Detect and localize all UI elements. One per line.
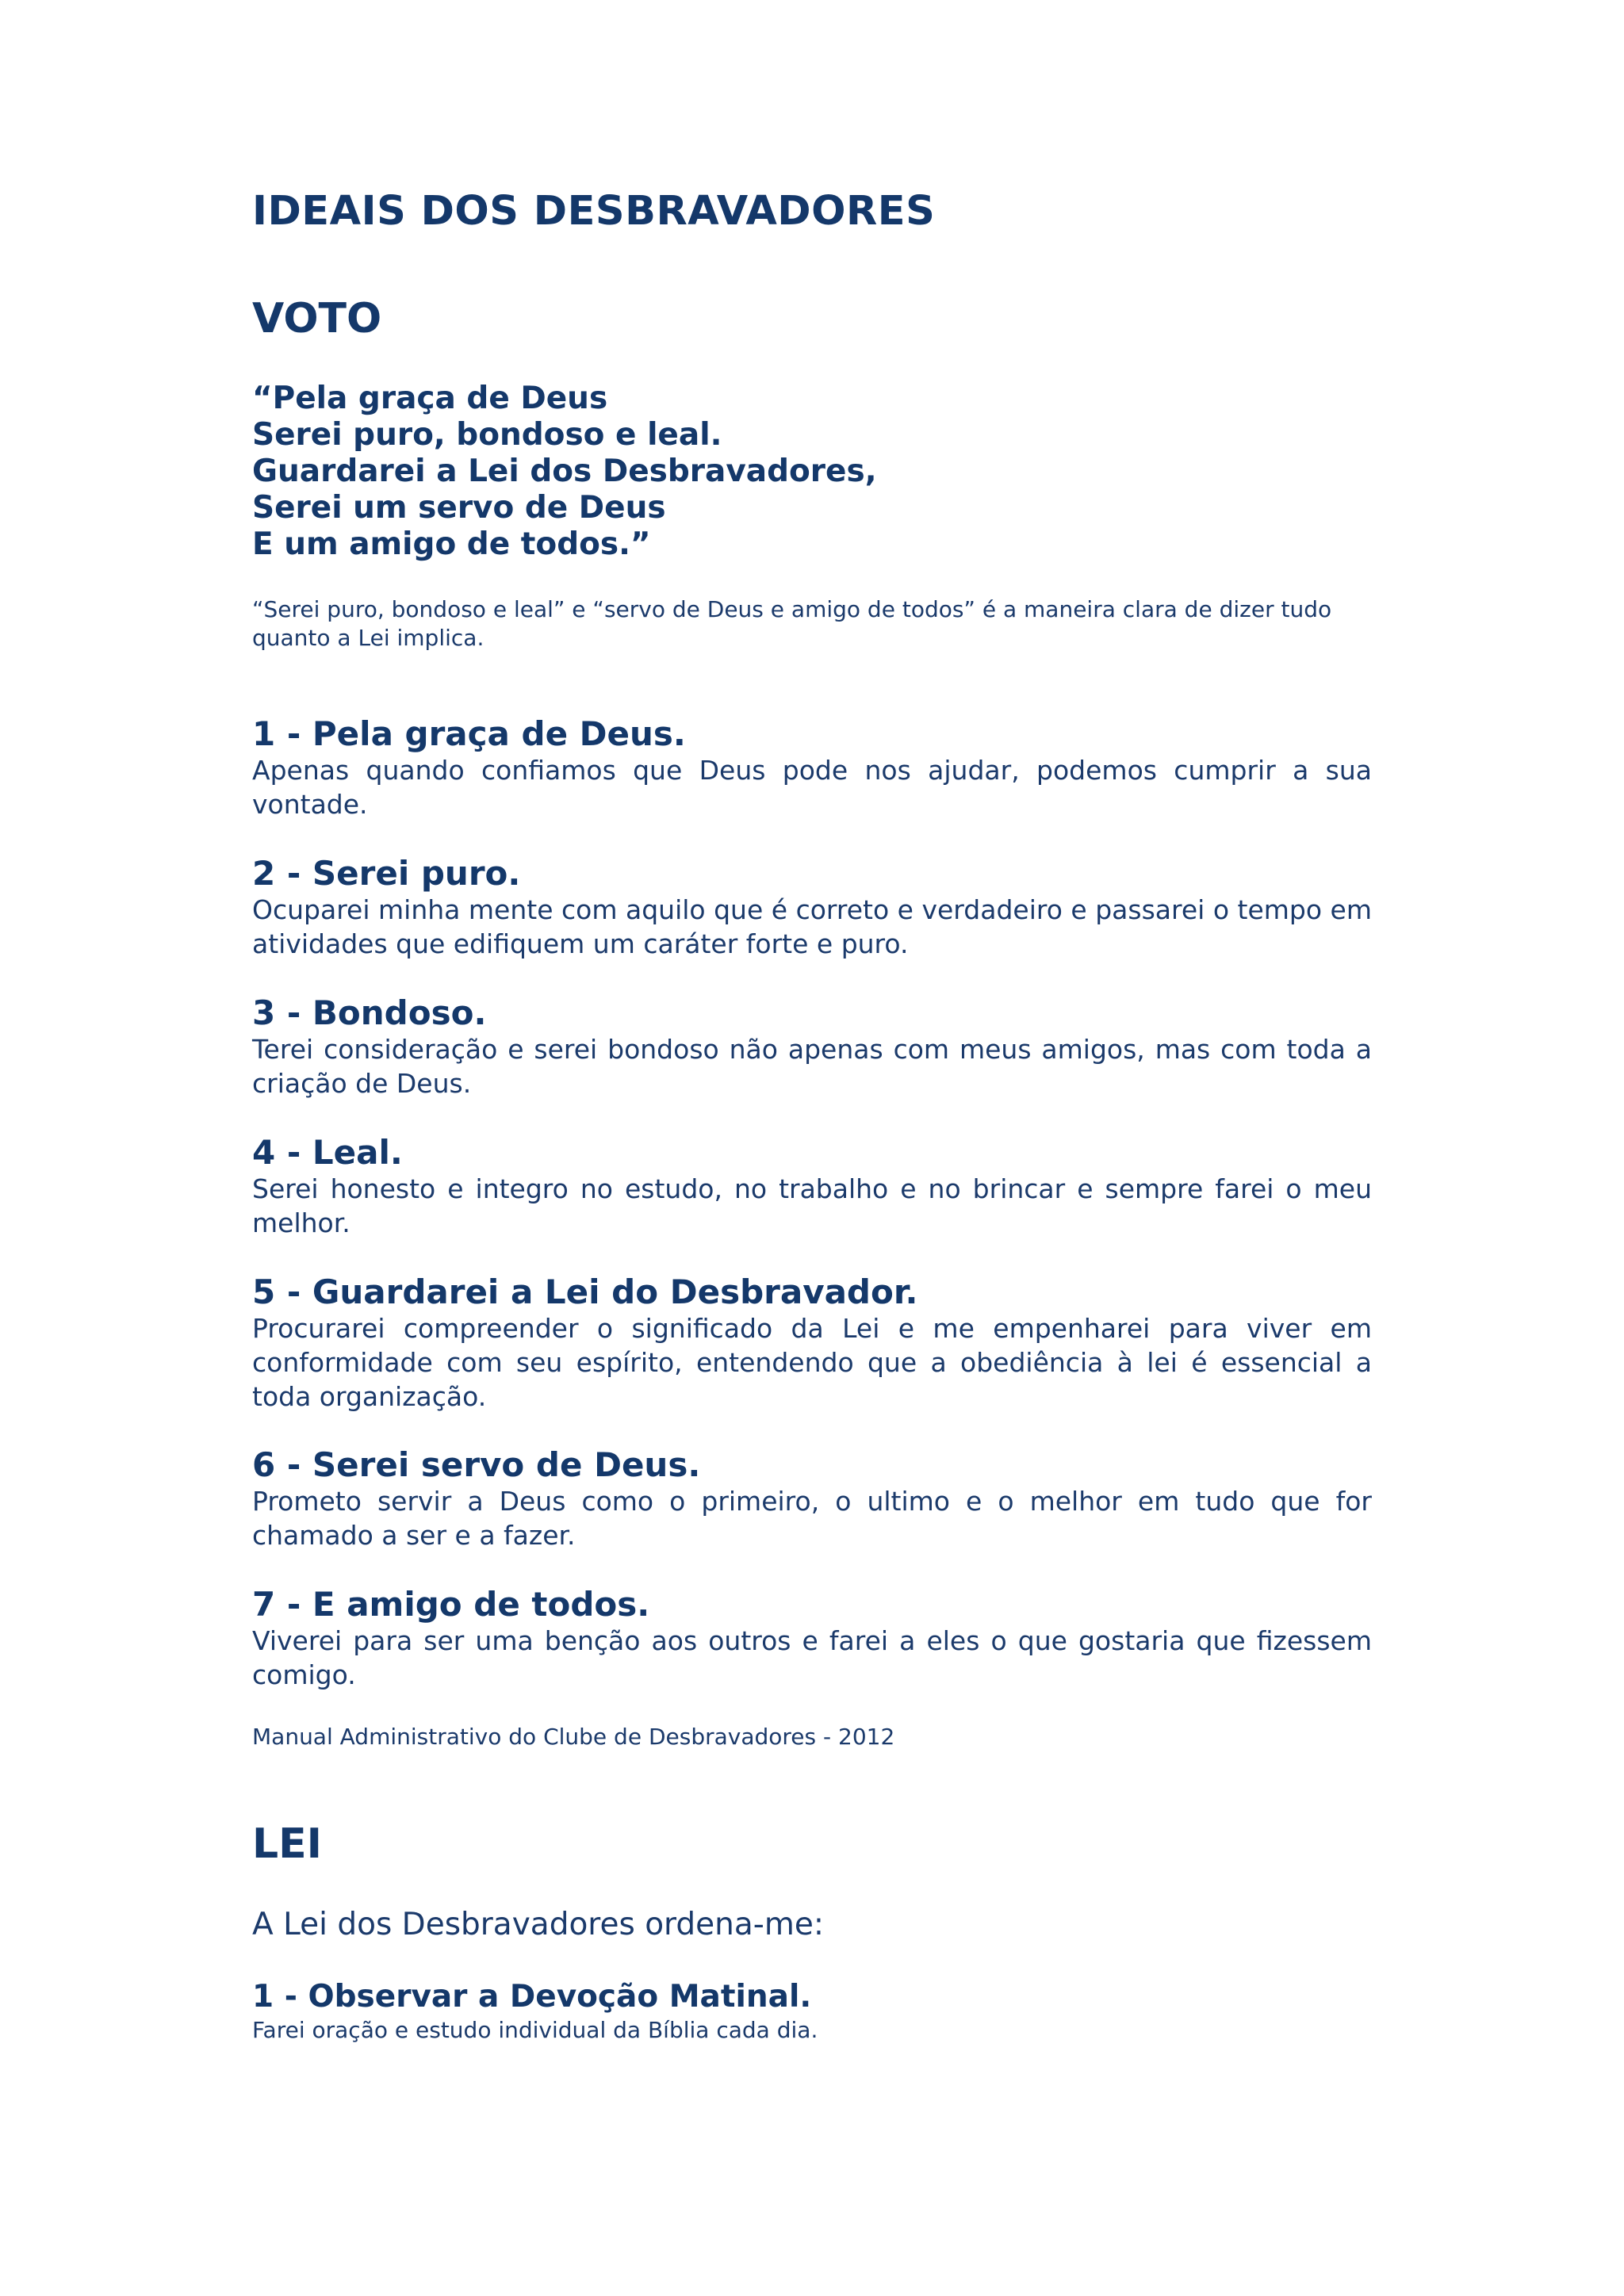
vow-item-heading: 3 - Bondoso. <box>252 993 487 1032</box>
vow-item-text: Terei consideração e serei bondoso não apenas com meus amigos, mas com toda a criação de Deus. <box>252 1034 1372 1099</box>
vow-item-heading: 4 - Leal. <box>252 1133 403 1172</box>
vow-text <box>252 381 877 563</box>
vow-item-text: Prometo servir a Deus como o primeiro, o ultimo e o melhor em tudo que for chamado a ser e a fazer. <box>252 1486 1372 1551</box>
vow-item-heading: 5 - Guardarei a Lei do Desbravador. <box>252 1272 918 1311</box>
vow-item-heading: 7 - E amigo de todos. <box>252 1585 650 1624</box>
vow-item-text: Procurarei compreender o significado da Lei e me empenharei para viver em conformidade com seu espírito, entendendo que a obediência à lei é essencial a toda organização. <box>252 1313 1372 1412</box>
vow-line: E um amigo de todos.” <box>252 526 651 562</box>
vow-line: Serei um servo de Deus <box>252 490 666 526</box>
source-citation: Manual Administrativo do Clube de Desbravadores - 2012 <box>252 1724 895 1750</box>
vow-item-1 <box>252 715 1372 821</box>
document-title: IDEAIS DOS DESBRAVADORES <box>252 188 936 235</box>
vow-item-7 <box>252 1586 1372 1692</box>
vow-line: “Pela graça de Deus <box>252 381 608 416</box>
vow-heading: VOTO <box>252 295 382 342</box>
law-heading: LEI <box>252 1820 323 1868</box>
law-item-text: Farei oração e estudo individual da Bíblia cada dia. <box>252 2017 818 2043</box>
vow-item-6 <box>252 1446 1372 1552</box>
vow-item-heading: 6 - Serei servo de Deus. <box>252 1445 701 1484</box>
vow-item-2 <box>252 855 1372 961</box>
vow-item-text: Serei honesto e integro no estudo, no trabalho e no brincar e sempre farei o meu melhor. <box>252 1173 1372 1238</box>
vow-line: Serei puro, bondoso e leal. <box>252 417 722 453</box>
vow-item-text: Ocuparei minha mente com aquilo que é correto e verdadeiro e passarei o tempo em atividades que edifiquem um caráter forte e puro. <box>252 894 1372 959</box>
vow-item-text: Viverei para ser uma benção aos outros e farei a eles o que gostaria que fizessem comigo. <box>252 1625 1372 1690</box>
vow-note: “Serei puro, bondoso e leal” e “servo de Deus e amigo de todos” é a maneira clara de dizer tudo quanto a Lei implica. <box>252 596 1332 651</box>
law-item-heading: 1 - Observar a Devoção Matinal. <box>252 1979 812 2015</box>
law-item-1 <box>252 1979 1372 2045</box>
vow-item-3 <box>252 994 1372 1100</box>
vow-item-heading: 1 - Pela graça de Deus. <box>252 714 686 753</box>
vow-item-text: Apenas quando confiamos que Deus pode nos ajudar, podemos cumprir a sua vontade. <box>252 755 1372 820</box>
law-intro: A Lei dos Desbravadores ordena-me: <box>252 1907 824 1942</box>
vow-line: Guardarei a Lei dos Desbravadores, <box>252 453 877 489</box>
vow-item-4 <box>252 1134 1372 1240</box>
vow-item-heading: 2 - Serei puro. <box>252 854 521 893</box>
vow-item-5 <box>252 1273 1372 1414</box>
